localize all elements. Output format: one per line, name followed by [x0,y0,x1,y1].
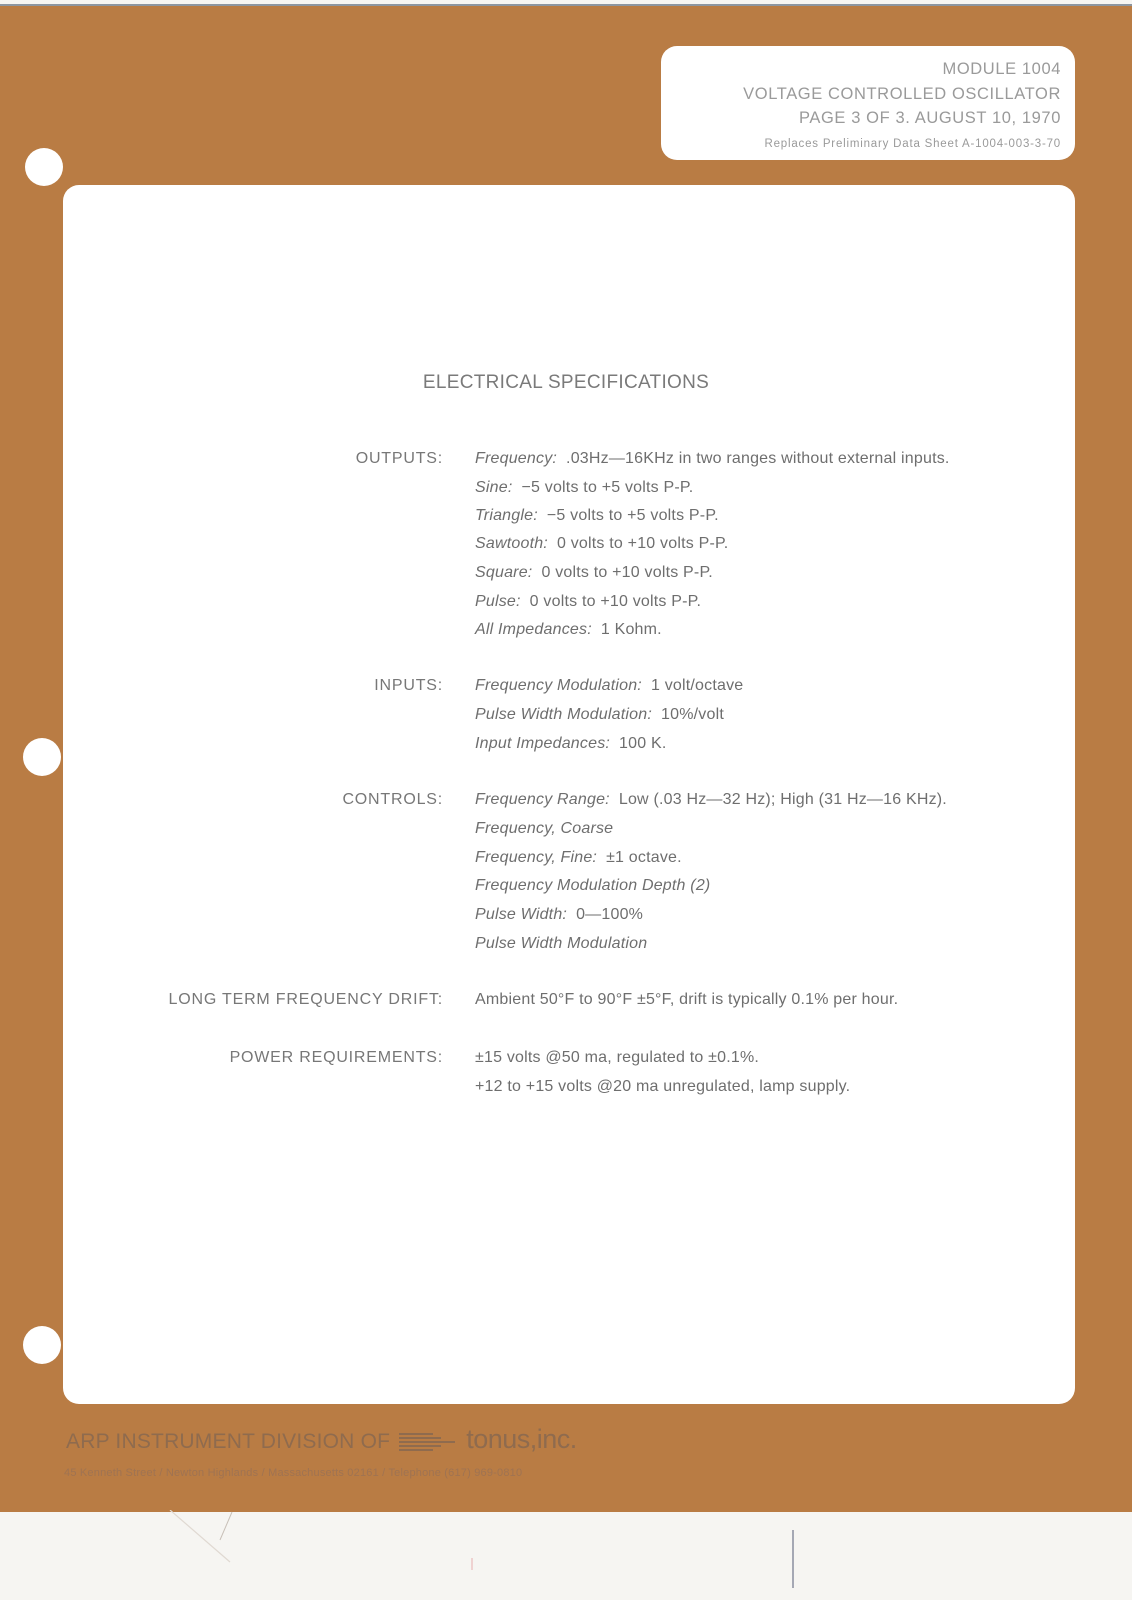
power-spec-line [475,1049,759,1067]
spec-line [475,935,656,953]
drift-spec-line [475,991,898,1009]
spec-line [475,877,719,895]
punch-hole-top [25,148,63,186]
spec-value: −5 volts to +5 volts P-P. [521,479,694,496]
spec-key: Frequency, Fine: [475,849,598,866]
spec-line [475,677,743,695]
spec-key: Square: [475,564,533,581]
footer-address: 45 Kenneth Street / Newton Highlands / Massachusetts 02161 / Telephone (617) 969-0810 [64,1467,523,1479]
spec-line [475,706,724,724]
spec-value: 100 K. [619,735,667,752]
spec-value: ±15 volts @50 ma, regulated to ±0.1%. [475,1049,760,1066]
spec-value: Ambient 50°F to 90°F ±5°F, drift is typically 0.1% per hour. [475,991,899,1008]
spec-line [475,535,728,553]
spec-line [475,564,713,582]
spec-key: Pulse Width Modulation: [475,706,652,723]
section-label-outputs: OUTPUTS: [355,450,443,467]
spec-line [475,735,667,753]
power-spec-line [475,1078,850,1096]
footer-division-line [66,1424,577,1455]
punch-hole-bottom [23,1326,61,1364]
spec-value: 0 volts to +10 volts P-P. [556,535,729,552]
spec-value: +12 to +15 volts @20 ma unregulated, lamp supply. [475,1078,851,1095]
scan-marks [0,1510,1132,1600]
header-box [661,46,1075,160]
spec-line [475,820,622,838]
spec-value: −5 volts to +5 volts P-P. [546,507,719,524]
spec-key: Pulse: [475,593,521,610]
spec-key: Frequency Range: [475,791,610,808]
spec-key: All Impedances: [475,621,592,638]
spec-value: 10%/volt [661,706,724,723]
spec-key: Frequency, Coarse [475,820,614,837]
spec-key: Pulse Width: [475,906,568,923]
spec-value: 0 volts to +10 volts P-P. [541,564,713,581]
spec-value: Low (.03 Hz—32 Hz); High (31 Hz—16 KHz). [618,791,947,808]
replaces-note: Replaces Preliminary Data Sheet A-1004-003-3-70 [764,137,1061,150]
data-sheet-background [0,4,1132,1512]
tonus-logo-icon [399,1432,457,1452]
spec-value: 0 volts to +10 volts P-P. [529,593,702,610]
module-number: MODULE 1004 [942,60,1061,78]
spec-key: Sawtooth: [475,535,548,552]
spec-key: Input Impedances: [475,735,611,752]
spec-key: Triangle: [475,507,538,524]
product-name: VOLTAGE CONTROLLED OSCILLATOR [743,84,1061,103]
spec-key: Frequency Modulation: [475,677,642,694]
punch-hole-middle [23,738,61,776]
spec-line [475,791,947,809]
section-label-inputs: INPUTS: [374,677,443,694]
spec-key: Frequency Modulation Depth (2) [475,877,711,894]
spec-line [475,507,719,525]
spec-value: .03Hz—16KHz in two ranges without external inputs. [566,450,950,467]
brand-name: tonus,inc. [466,1424,577,1454]
spec-value: 0—100% [576,906,644,923]
spec-value: 1 Kohm. [600,621,662,638]
spec-line [475,593,701,611]
section-label-controls: CONTROLS: [342,791,443,808]
spec-line [475,450,950,468]
spec-line [475,849,682,867]
spec-key: Sine: [475,479,513,496]
spec-line [475,906,643,924]
spec-key: Frequency: [475,450,558,467]
section-label-power: POWER REQUIREMENTS: [229,1049,443,1066]
page-date: PAGE 3 OF 3. AUGUST 10, 1970 [799,109,1061,127]
spec-value: 1 volt/octave [650,677,744,694]
spec-line [475,479,693,497]
spec-line [475,621,662,639]
page-title: ELECTRICAL SPECIFICATIONS [422,372,710,393]
division-text: ARP INSTRUMENT DIVISION OF [66,1430,391,1453]
spec-key: Pulse Width Modulation [475,935,648,952]
spec-value: ±1 octave. [606,849,682,866]
section-label-drift: LONG TERM FREQUENCY DRIFT: [168,991,443,1008]
